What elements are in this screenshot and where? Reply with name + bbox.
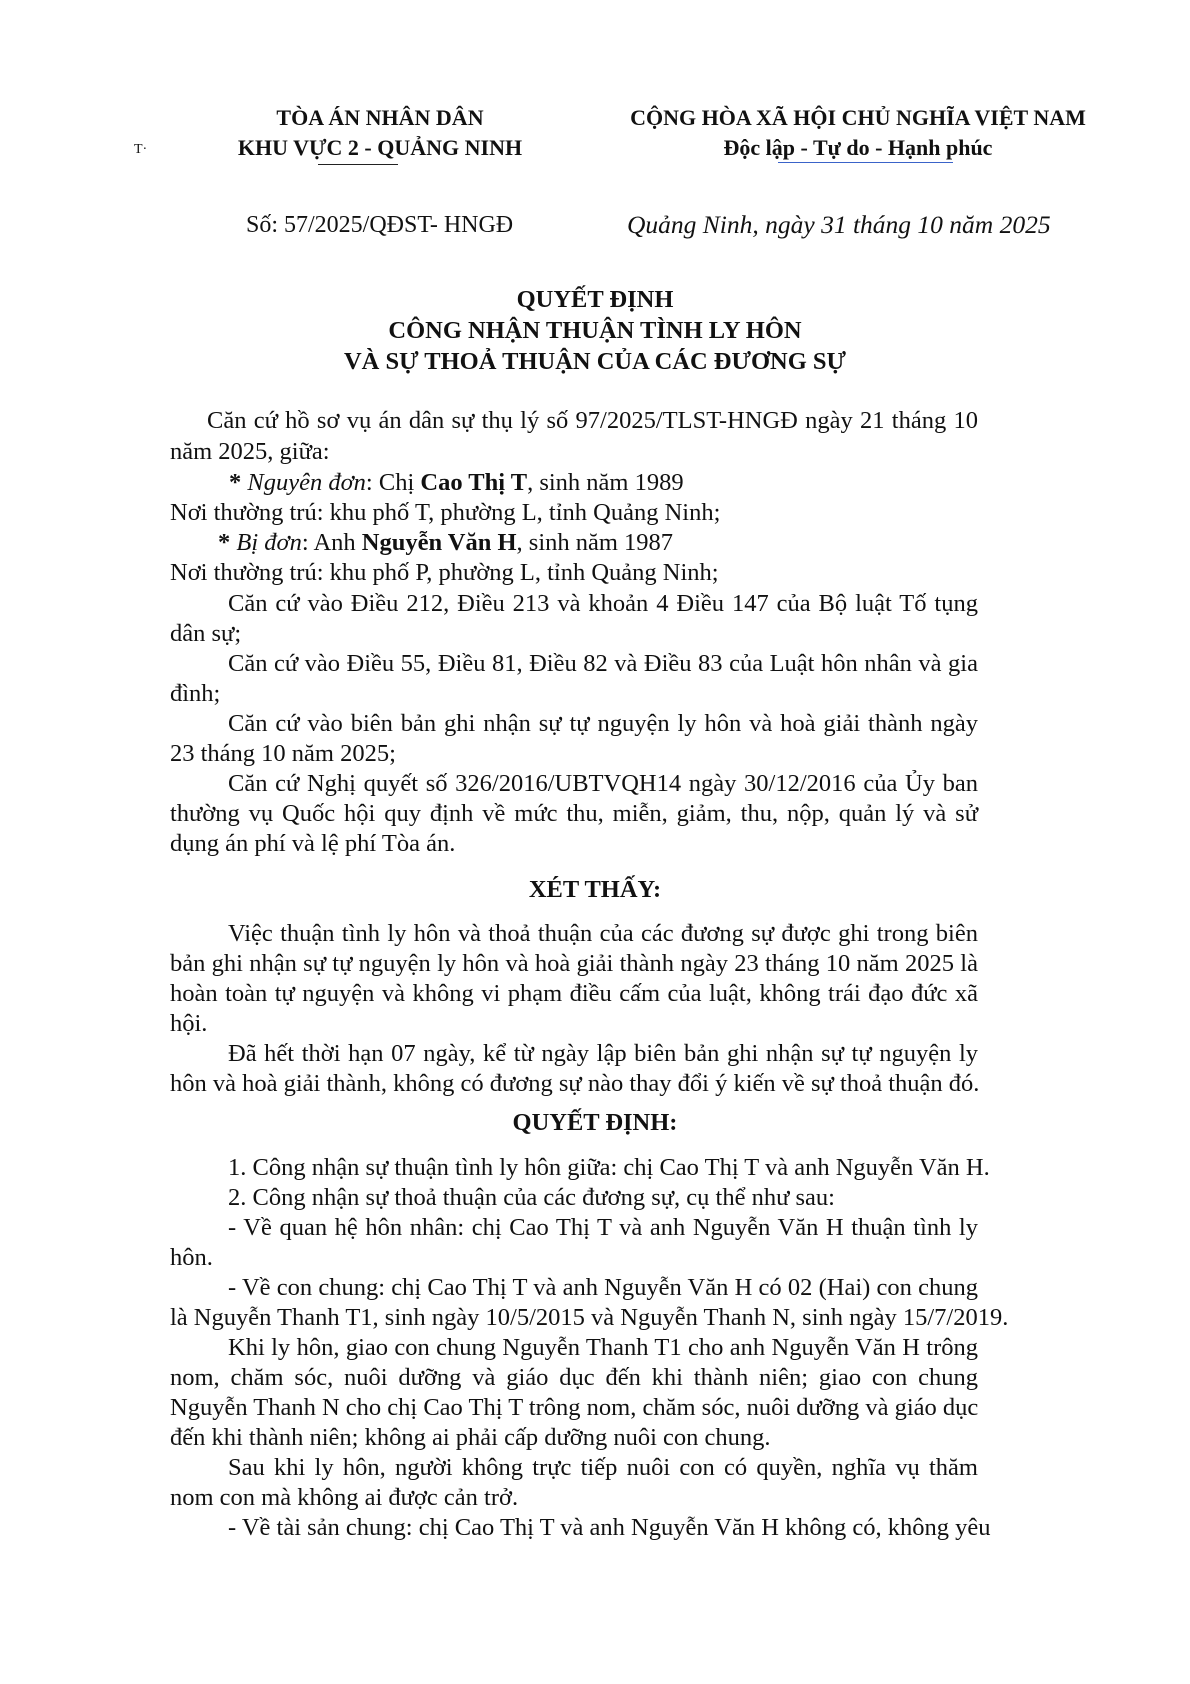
defendant-bullet: * [218,529,237,556]
nation-line-2: Độc lập - Tự do - Hạnh phúc [723,135,993,160]
plaintiff-role: Nguyên đơn [247,469,366,496]
basis-p5-line3: dụng án phí và lệ phí Tòa án. [170,830,456,857]
defendant-role: Bị đơn [236,529,302,556]
findings-p1-line3: hoàn toàn tự nguyện và không vi phạm điều cấm của luật, không trái đạo đức xã [170,980,978,1007]
plaintiff-prefix: : Chị [365,469,421,496]
marriage-line1: - Về quan hệ hôn nhân: chị Cao Thị T và anh Nguyễn Văn H thuận tình ly [228,1214,978,1241]
basis-p4-line2: 23 tháng 10 năm 2025; [170,740,396,767]
findings-p1-line2: bản ghi nhận sự tự nguyện ly hôn và hoà giải thành ngày 23 tháng 10 năm 2025 là [170,950,978,977]
marriage-line2: hôn. [170,1244,213,1271]
nation-line-1: CỘNG HÒA XÃ HỘI CHỦ NGHĨA VIỆT NAM [630,105,1086,130]
custody-line4: đến khi thành niên; không ai phải cấp dưỡng nuôi con chung. [170,1424,771,1451]
basis-p5-line2: thường vụ Quốc hội quy định về mức thu, miễn, giảm, thu, nộp, quản lý và sử [170,800,978,827]
motto-underline [778,162,953,163]
children-line2: là Nguyễn Thanh T1, sinh ngày 10/5/2015 và Nguyễn Thanh N, sinh ngày 15/7/2019. [170,1304,1009,1331]
custody-line3: Nguyễn Thanh N cho chị Cao Thị T trông nom, chăm sóc, nuôi dưỡng và giáo dục [170,1394,979,1421]
basis-p3-line1: Căn cứ vào Điều 55, Điều 81, Điều 82 và Điều 83 của Luật hôn nhân và gia [228,650,978,677]
decision-item-2: 2. Công nhận sự thoả thuận của các đương sự, cụ thể như sau: [228,1184,835,1211]
visit-line2: nom con mà không ai được cản trở. [170,1484,519,1511]
court-underline [318,164,398,165]
basis-p2-line1: Căn cứ vào Điều 212, Điều 213 và khoản 4 Điều 147 của Bộ luật Tố tụng [228,590,978,617]
findings-p1-line1: Việc thuận tình ly hôn và thoả thuận của các đương sự được ghi trong biên [228,920,978,947]
document-title [0,284,1190,377]
findings-p2-line2: hôn và hoà giải thành, không có đương sự nào thay đổi ý kiến về sự thoả thuận đó. [170,1070,980,1097]
visit-line1: Sau khi ly hôn, người không trực tiếp nuôi con có quyền, nghĩa vụ thăm [228,1454,978,1481]
custody-line2: nom, chăm sóc, nuôi dưỡng và giáo dục đến khi thành niên; giao con chung [170,1364,978,1391]
title-line-1: QUYẾT ĐỊNH [516,286,674,313]
court-line-2: KHU VỰC 2 - QUẢNG NINH [237,135,523,160]
children-line1: - Về con chung: chị Cao Thị T và anh Nguyễn Văn H có 02 (Hai) con chung [228,1274,978,1301]
defendant-birth: , sinh năm 1987 [516,529,674,556]
defendant-name: Nguyễn Văn H [361,529,517,556]
plaintiff-line [229,467,684,499]
decision-item-1: 1. Công nhận sự thuận tình ly hôn giữa: chị Cao Thị T và anh Nguyễn Văn H. [228,1154,990,1181]
basis-p4-line1: Căn cứ vào biên bản ghi nhận sự tự nguyện ly hôn và hoà giải thành ngày [228,710,978,737]
basis-p2-line2: dân sự; [170,620,242,647]
basis-p3-line2: đình; [170,680,221,707]
place-date: Quảng Ninh, ngày 31 tháng 10 năm 2025 [627,210,1051,239]
margin-mark: T· [134,142,148,157]
findings-p1-line4: hội. [170,1010,208,1037]
decision-heading: QUYẾT ĐỊNH: [512,1109,678,1136]
court-name [230,103,530,163]
plaintiff-bullet: * [229,469,248,496]
findings-heading: XÉT THẤY: [528,876,662,903]
document-number: Số: 57/2025/QĐST- HNGĐ [246,212,514,238]
title-line-2: CÔNG NHẬN THUẬN TÌNH LY HÔN [388,317,802,344]
national-motto [613,103,1103,163]
plaintiff-birth: , sinh năm 1989 [527,469,684,496]
basis-p1-line1: Căn cứ hồ sơ vụ án dân sự thụ lý số 97/2025/TLST-HNGĐ ngày 21 tháng 10 [207,407,978,434]
plaintiff-name: Cao Thị T [420,469,528,496]
basis-p5-line1: Căn cứ Nghị quyết số 326/2016/UBTVQH14 ngày 30/12/2016 của Ủy ban [228,770,978,797]
property-line1: - Về tài sản chung: chị Cao Thị T và anh Nguyễn Văn H không có, không yêu [228,1514,991,1541]
plaintiff-address: Nơi thường trú: khu phố T, phường L, tỉnh Quảng Ninh; [170,499,721,526]
defendant-address: Nơi thường trú: khu phố P, phường L, tỉnh Quảng Ninh; [170,559,719,586]
title-line-3: VÀ SỰ THOẢ THUẬN CỦA CÁC ĐƯƠNG SỰ [343,348,847,375]
defendant-prefix: : Anh [301,529,362,556]
court-line-1: TÒA ÁN NHÂN DÂN [276,105,484,130]
custody-line1: Khi ly hôn, giao con chung Nguyễn Thanh T1 cho anh Nguyễn Văn H trông [228,1334,978,1361]
basis-p1-line2: năm 2025, giữa: [170,438,330,465]
findings-p2-line1: Đã hết thời hạn 07 ngày, kể từ ngày lập biên bản ghi nhận sự tự nguyện ly [228,1040,978,1067]
defendant-line [218,527,673,559]
